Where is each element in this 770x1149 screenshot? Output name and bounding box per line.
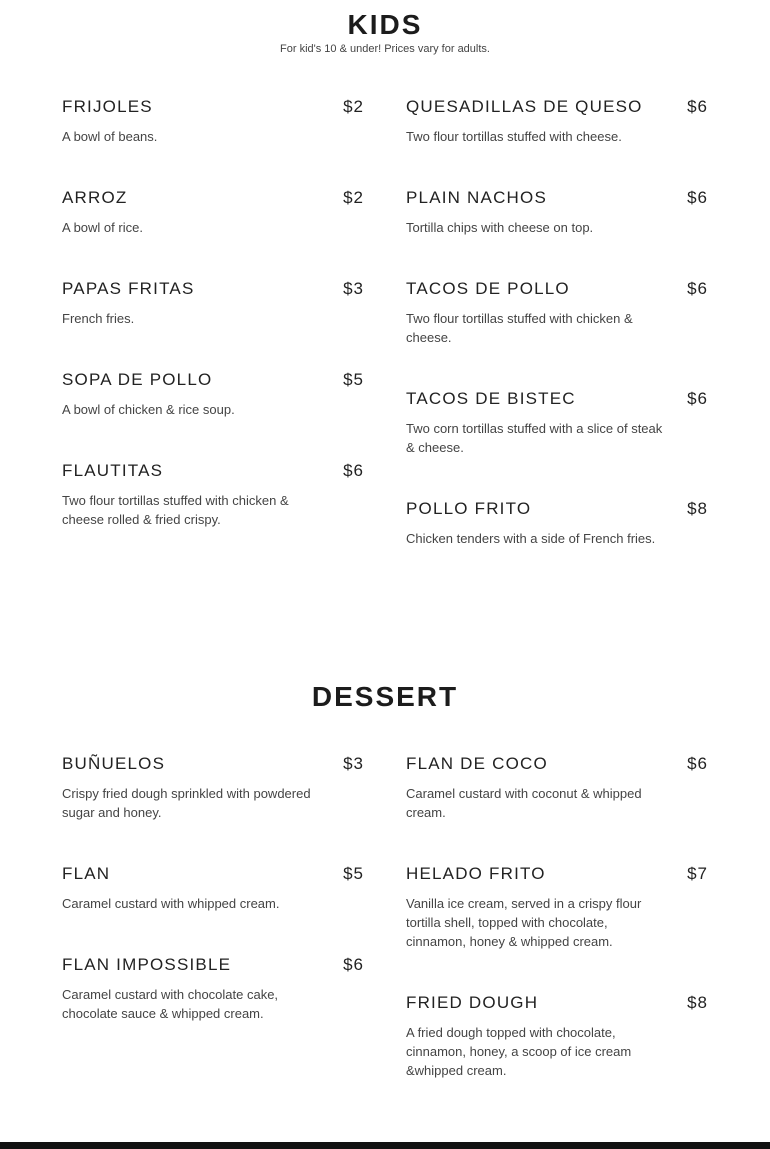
item-price: $6: [343, 955, 364, 974]
item-name: FRIED DOUGH: [406, 993, 539, 1012]
item-name: FRIJOLES: [62, 97, 153, 116]
menu-item: [62, 754, 364, 822]
item-price: $3: [343, 279, 364, 298]
item-name: TACOS DE BISTEC: [406, 389, 576, 408]
item-description: Two flour tortillas stuffed with cheese.: [406, 129, 622, 144]
item-description: A bowl of rice.: [62, 220, 143, 235]
item-description: Vanilla ice cream, served in a crispy flour tortilla shell, topped with chocolate, cinnamon, honey & whipped cream.: [406, 896, 642, 949]
menu-item: [62, 461, 364, 529]
item-name: FLAN: [62, 864, 111, 883]
item-price: $6: [343, 461, 364, 480]
item-price: $3: [343, 754, 364, 773]
menu-item: [62, 97, 364, 146]
item-description: Two corn tortillas stuffed with a slice of steak & cheese.: [406, 421, 663, 455]
menu-item: [62, 279, 364, 328]
item-name: PAPAS FRITAS: [62, 279, 195, 298]
item-name: ARROZ: [62, 188, 128, 207]
kids-subtitle: For kid's 10 & under! Prices vary for adults.: [280, 43, 490, 55]
item-description: A bowl of beans.: [62, 129, 158, 144]
menu-item: [406, 499, 708, 548]
item-description: Two flour tortillas stuffed with chicken & cheese.: [406, 311, 633, 345]
item-price: $6: [687, 97, 708, 116]
item-price: $2: [343, 188, 364, 207]
menu-item: [406, 864, 708, 951]
menu-item: [406, 188, 708, 237]
item-name: SOPA DE POLLO: [62, 370, 213, 389]
item-price: $5: [343, 864, 364, 883]
item-price: $6: [687, 754, 708, 773]
item-description: French fries.: [62, 311, 135, 326]
item-price: $5: [343, 370, 364, 389]
item-name: HELADO FRITO: [406, 864, 546, 883]
item-name: FLAN DE COCO: [406, 754, 548, 773]
menu-item: [62, 370, 364, 419]
menu-item: [62, 955, 364, 1023]
dessert-title: DESSERT: [311, 681, 459, 712]
item-name: FLAUTITAS: [62, 461, 164, 480]
menu-item: [406, 389, 708, 457]
menu-item: [406, 993, 708, 1080]
item-name: QUESADILLAS DE QUESO: [406, 97, 643, 116]
menu-item: [406, 754, 708, 822]
item-price: $6: [687, 279, 708, 298]
dessert-section: [0, 672, 770, 1078]
item-description: Chicken tenders with a side of French fries.: [406, 531, 656, 546]
item-name: BUÑUELOS: [62, 754, 166, 773]
item-price: $8: [687, 993, 708, 1012]
menu-item: [406, 279, 708, 347]
item-description: Caramel custard with chocolate cake, chocolate sauce & whipped cream.: [62, 987, 279, 1021]
item-description: Two flour tortillas stuffed with chicken & cheese rolled & fried crispy.: [62, 493, 289, 527]
menu-item: [406, 97, 708, 146]
item-price: $7: [687, 864, 708, 883]
item-name: TACOS DE POLLO: [406, 279, 570, 298]
kids-section: [0, 0, 770, 546]
item-description: Tortilla chips with cheese on top.: [406, 220, 594, 235]
item-name: PLAIN NACHOS: [406, 188, 547, 207]
item-price: $8: [687, 499, 708, 518]
kids-title: KIDS: [347, 9, 423, 40]
bottom-bar: [0, 1142, 770, 1149]
item-description: Crispy fried dough sprinkled with powdered sugar and honey.: [62, 786, 311, 820]
item-price: $6: [687, 389, 708, 408]
item-description: A bowl of chicken & rice soup.: [62, 402, 235, 417]
item-description: Caramel custard with coconut & whipped cream.: [406, 786, 642, 820]
item-price: $6: [687, 188, 708, 207]
item-name: FLAN IMPOSSIBLE: [62, 955, 232, 974]
item-name: POLLO FRITO: [406, 499, 532, 518]
item-price: $2: [343, 97, 364, 116]
menu-item: [62, 864, 364, 913]
item-description: Caramel custard with whipped cream.: [62, 896, 280, 911]
item-description: A fried dough topped with chocolate, cinnamon, honey, a scoop of ice cream &whipped cream.: [406, 1025, 632, 1078]
menu-item: [62, 188, 364, 237]
